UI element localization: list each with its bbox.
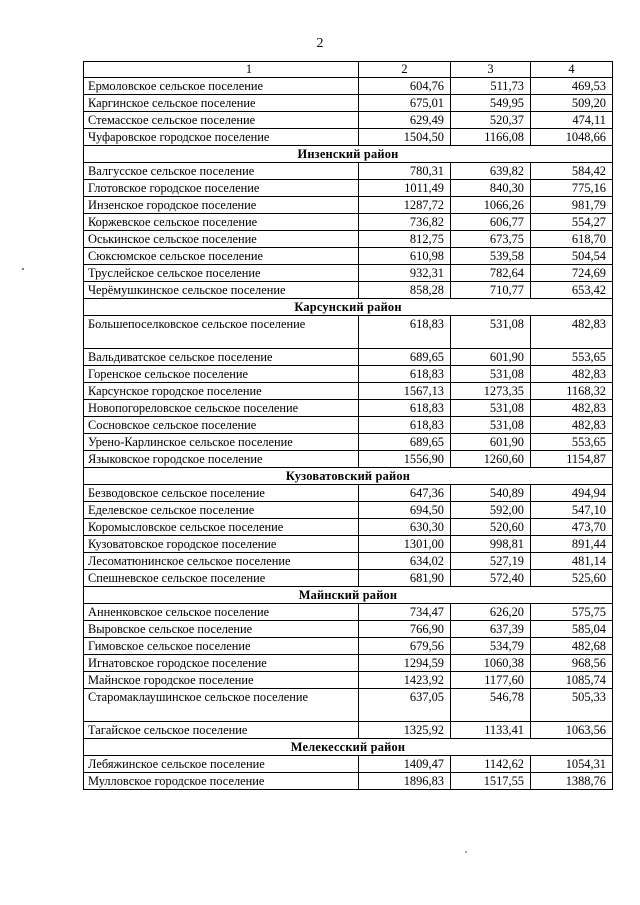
value-v4: 481,14 bbox=[531, 553, 613, 570]
value-v3: 520,37 bbox=[451, 112, 531, 129]
settlement-name: Игнатовское городское поселение bbox=[84, 655, 359, 672]
table-row bbox=[84, 553, 613, 570]
value-v3: 673,75 bbox=[451, 231, 531, 248]
value-v4: 482,83 bbox=[531, 366, 613, 383]
value-v2: 1287,72 bbox=[359, 197, 451, 214]
value-v3: 601,90 bbox=[451, 349, 531, 366]
value-v4: 584,42 bbox=[531, 163, 613, 180]
header-cell: 4 bbox=[531, 62, 613, 78]
value-v3: 539,58 bbox=[451, 248, 531, 265]
value-v4: 504,54 bbox=[531, 248, 613, 265]
value-v3: 606,77 bbox=[451, 214, 531, 231]
value-v2: 812,75 bbox=[359, 231, 451, 248]
settlement-name: Коромысловское сельское поселение bbox=[84, 519, 359, 536]
value-v3: 1166,08 bbox=[451, 129, 531, 146]
table-row bbox=[84, 265, 613, 282]
table-row bbox=[84, 231, 613, 248]
value-v4: 775,16 bbox=[531, 180, 613, 197]
value-v2: 689,65 bbox=[359, 434, 451, 451]
table-row bbox=[84, 349, 613, 366]
settlement-name: Валгусское сельское поселение bbox=[84, 163, 359, 180]
value-v3: 527,19 bbox=[451, 553, 531, 570]
value-v2: 1409,47 bbox=[359, 756, 451, 773]
table-row bbox=[84, 383, 613, 400]
value-v2: 618,83 bbox=[359, 366, 451, 383]
settlement-name: Сосновское сельское поселение bbox=[84, 417, 359, 434]
district-heading: Карсунский район bbox=[84, 299, 613, 316]
settlement-name: Майнское городское поселение bbox=[84, 672, 359, 689]
settlement-name: Мулловское городское поселение bbox=[84, 773, 359, 790]
value-v3: 531,08 bbox=[451, 400, 531, 417]
value-v3: 782,64 bbox=[451, 265, 531, 282]
district-heading-row bbox=[84, 739, 613, 756]
settlement-name: Гимовское сельское поселение bbox=[84, 638, 359, 655]
value-v3: 1260,60 bbox=[451, 451, 531, 468]
table-row bbox=[84, 180, 613, 197]
settlement-name: Лесоматюнинское сельское поселение bbox=[84, 553, 359, 570]
header-cell: 2 bbox=[359, 62, 451, 78]
value-v4: 724,69 bbox=[531, 265, 613, 282]
table-row bbox=[84, 689, 613, 722]
value-v4: 553,65 bbox=[531, 434, 613, 451]
table-row bbox=[84, 570, 613, 587]
value-v2: 618,83 bbox=[359, 400, 451, 417]
value-v2: 610,98 bbox=[359, 248, 451, 265]
settlements-table bbox=[83, 61, 613, 790]
value-v2: 858,28 bbox=[359, 282, 451, 299]
value-v4: 482,83 bbox=[531, 417, 613, 434]
district-heading: Инзенский район bbox=[84, 146, 613, 163]
table-row bbox=[84, 112, 613, 129]
value-v3: 1133,41 bbox=[451, 722, 531, 739]
value-v3: 1142,62 bbox=[451, 756, 531, 773]
value-v2: 1423,92 bbox=[359, 672, 451, 689]
settlement-name: Спешневское сельское поселение bbox=[84, 570, 359, 587]
table-row bbox=[84, 400, 613, 417]
header-cell: 3 bbox=[451, 62, 531, 78]
table-row bbox=[84, 536, 613, 553]
value-v2: 679,56 bbox=[359, 638, 451, 655]
value-v4: 494,94 bbox=[531, 485, 613, 502]
table-row bbox=[84, 434, 613, 451]
settlement-name: Ермоловское сельское поселение bbox=[84, 78, 359, 95]
settlement-name: Сюксюмское сельское поселение bbox=[84, 248, 359, 265]
value-v4: 474,11 bbox=[531, 112, 613, 129]
value-v4: 1063,56 bbox=[531, 722, 613, 739]
table-row bbox=[84, 366, 613, 383]
table-row bbox=[84, 756, 613, 773]
value-v2: 780,31 bbox=[359, 163, 451, 180]
table-row bbox=[84, 197, 613, 214]
value-v3: 1273,35 bbox=[451, 383, 531, 400]
value-v3: 710,77 bbox=[451, 282, 531, 299]
value-v3: 592,00 bbox=[451, 502, 531, 519]
value-v4: 509,20 bbox=[531, 95, 613, 112]
value-v4: 1168,32 bbox=[531, 383, 613, 400]
value-v2: 647,36 bbox=[359, 485, 451, 502]
settlement-name: Лебяжинское сельское поселение bbox=[84, 756, 359, 773]
settlement-name: Черёмушкинское сельское поселение bbox=[84, 282, 359, 299]
value-v4: 1054,31 bbox=[531, 756, 613, 773]
value-v2: 766,90 bbox=[359, 621, 451, 638]
table-row bbox=[84, 248, 613, 265]
value-v3: 534,79 bbox=[451, 638, 531, 655]
table-row bbox=[84, 722, 613, 739]
value-v2: 630,30 bbox=[359, 519, 451, 536]
settlement-name: Старомаклаушинское сельское поселение bbox=[84, 689, 359, 722]
value-v3: 531,08 bbox=[451, 417, 531, 434]
value-v4: 1154,87 bbox=[531, 451, 613, 468]
settlement-name: Инзенское городское поселение bbox=[84, 197, 359, 214]
value-v4: 653,42 bbox=[531, 282, 613, 299]
value-v4: 553,65 bbox=[531, 349, 613, 366]
page-number: 2 bbox=[316, 36, 324, 51]
value-v4: 575,75 bbox=[531, 604, 613, 621]
value-v2: 1294,59 bbox=[359, 655, 451, 672]
table-row bbox=[84, 95, 613, 112]
value-v3: 626,20 bbox=[451, 604, 531, 621]
value-v3: 639,82 bbox=[451, 163, 531, 180]
header-row bbox=[84, 62, 613, 78]
value-v2: 1301,00 bbox=[359, 536, 451, 553]
header-cell: 1 bbox=[84, 62, 359, 78]
district-heading: Майнский район bbox=[84, 587, 613, 604]
value-v2: 1504,50 bbox=[359, 129, 451, 146]
value-v3: 1517,55 bbox=[451, 773, 531, 790]
value-v4: 981,79 bbox=[531, 197, 613, 214]
value-v2: 629,49 bbox=[359, 112, 451, 129]
value-v2: 604,76 bbox=[359, 78, 451, 95]
value-v3: 1066,26 bbox=[451, 197, 531, 214]
table-row bbox=[84, 638, 613, 655]
table-row bbox=[84, 655, 613, 672]
value-v4: 891,44 bbox=[531, 536, 613, 553]
value-v4: 469,53 bbox=[531, 78, 613, 95]
scan-speck bbox=[465, 851, 467, 853]
value-v3: 572,40 bbox=[451, 570, 531, 587]
table-row bbox=[84, 672, 613, 689]
value-v4: 968,56 bbox=[531, 655, 613, 672]
settlement-name: Каргинское сельское поселение bbox=[84, 95, 359, 112]
table-row bbox=[84, 163, 613, 180]
value-v4: 482,68 bbox=[531, 638, 613, 655]
value-v2: 734,47 bbox=[359, 604, 451, 621]
value-v4: 473,70 bbox=[531, 519, 613, 536]
settlement-name: Выровское сельское поселение bbox=[84, 621, 359, 638]
table-row bbox=[84, 604, 613, 621]
value-v2: 1896,83 bbox=[359, 773, 451, 790]
settlement-name: Горенское сельское поселение bbox=[84, 366, 359, 383]
district-heading-row bbox=[84, 146, 613, 163]
settlement-name: Большепоселковское сельское поселение bbox=[84, 316, 359, 349]
settlement-name: Оськинское сельское поселение bbox=[84, 231, 359, 248]
value-v2: 637,05 bbox=[359, 689, 451, 722]
value-v4: 1085,74 bbox=[531, 672, 613, 689]
scan-speck bbox=[22, 268, 24, 270]
value-v2: 689,65 bbox=[359, 349, 451, 366]
table-row bbox=[84, 621, 613, 638]
table-row bbox=[84, 78, 613, 95]
value-v4: 482,83 bbox=[531, 400, 613, 417]
value-v3: 520,60 bbox=[451, 519, 531, 536]
value-v3: 1177,60 bbox=[451, 672, 531, 689]
value-v3: 601,90 bbox=[451, 434, 531, 451]
value-v4: 482,83 bbox=[531, 316, 613, 349]
value-v3: 1060,38 bbox=[451, 655, 531, 672]
district-heading: Мелекесский район bbox=[84, 739, 613, 756]
value-v4: 525,60 bbox=[531, 570, 613, 587]
value-v2: 1556,90 bbox=[359, 451, 451, 468]
district-heading-row bbox=[84, 587, 613, 604]
table-row bbox=[84, 282, 613, 299]
table-row bbox=[84, 451, 613, 468]
value-v4: 547,10 bbox=[531, 502, 613, 519]
settlement-name: Новопогореловское сельское поселение bbox=[84, 400, 359, 417]
settlement-name: Еделевское сельское поселение bbox=[84, 502, 359, 519]
settlement-name: Анненковское сельское поселение bbox=[84, 604, 359, 621]
table-row bbox=[84, 773, 613, 790]
value-v3: 549,95 bbox=[451, 95, 531, 112]
value-v2: 1567,13 bbox=[359, 383, 451, 400]
value-v3: 546,78 bbox=[451, 689, 531, 722]
value-v3: 540,89 bbox=[451, 485, 531, 502]
value-v2: 618,83 bbox=[359, 417, 451, 434]
value-v2: 634,02 bbox=[359, 553, 451, 570]
settlement-name: Карсунское городское поселение bbox=[84, 383, 359, 400]
district-heading: Кузоватовский район bbox=[84, 468, 613, 485]
district-heading-row bbox=[84, 468, 613, 485]
settlement-name: Глотовское городское поселение bbox=[84, 180, 359, 197]
value-v3: 998,81 bbox=[451, 536, 531, 553]
value-v2: 1011,49 bbox=[359, 180, 451, 197]
value-v4: 505,33 bbox=[531, 689, 613, 722]
settlement-name: Урено-Карлинское сельское поселение bbox=[84, 434, 359, 451]
value-v4: 585,04 bbox=[531, 621, 613, 638]
settlement-name: Кузоватовское городское поселение bbox=[84, 536, 359, 553]
value-v2: 618,83 bbox=[359, 316, 451, 349]
value-v4: 618,70 bbox=[531, 231, 613, 248]
table-row bbox=[84, 214, 613, 231]
value-v2: 932,31 bbox=[359, 265, 451, 282]
settlement-name: Коржевское сельское поселение bbox=[84, 214, 359, 231]
settlement-name: Вальдиватское сельское поселение bbox=[84, 349, 359, 366]
value-v2: 736,82 bbox=[359, 214, 451, 231]
table-row bbox=[84, 519, 613, 536]
settlement-name: Чуфаровское городское поселение bbox=[84, 129, 359, 146]
value-v4: 1048,66 bbox=[531, 129, 613, 146]
table-row bbox=[84, 502, 613, 519]
settlement-name: Тагайское сельское поселение bbox=[84, 722, 359, 739]
value-v2: 694,50 bbox=[359, 502, 451, 519]
value-v2: 675,01 bbox=[359, 95, 451, 112]
value-v3: 511,73 bbox=[451, 78, 531, 95]
settlement-name: Стемасское сельское поселение bbox=[84, 112, 359, 129]
settlement-name: Языковское городское поселение bbox=[84, 451, 359, 468]
value-v4: 554,27 bbox=[531, 214, 613, 231]
table-row bbox=[84, 316, 613, 349]
value-v3: 531,08 bbox=[451, 316, 531, 349]
district-heading-row bbox=[84, 299, 613, 316]
value-v3: 637,39 bbox=[451, 621, 531, 638]
value-v3: 840,30 bbox=[451, 180, 531, 197]
table-row bbox=[84, 129, 613, 146]
value-v2: 681,90 bbox=[359, 570, 451, 587]
value-v4: 1388,76 bbox=[531, 773, 613, 790]
value-v3: 531,08 bbox=[451, 366, 531, 383]
table-row bbox=[84, 417, 613, 434]
table-row bbox=[84, 485, 613, 502]
settlement-name: Труслейское сельское поселение bbox=[84, 265, 359, 282]
value-v2: 1325,92 bbox=[359, 722, 451, 739]
settlement-name: Безводовское сельское поселение bbox=[84, 485, 359, 502]
